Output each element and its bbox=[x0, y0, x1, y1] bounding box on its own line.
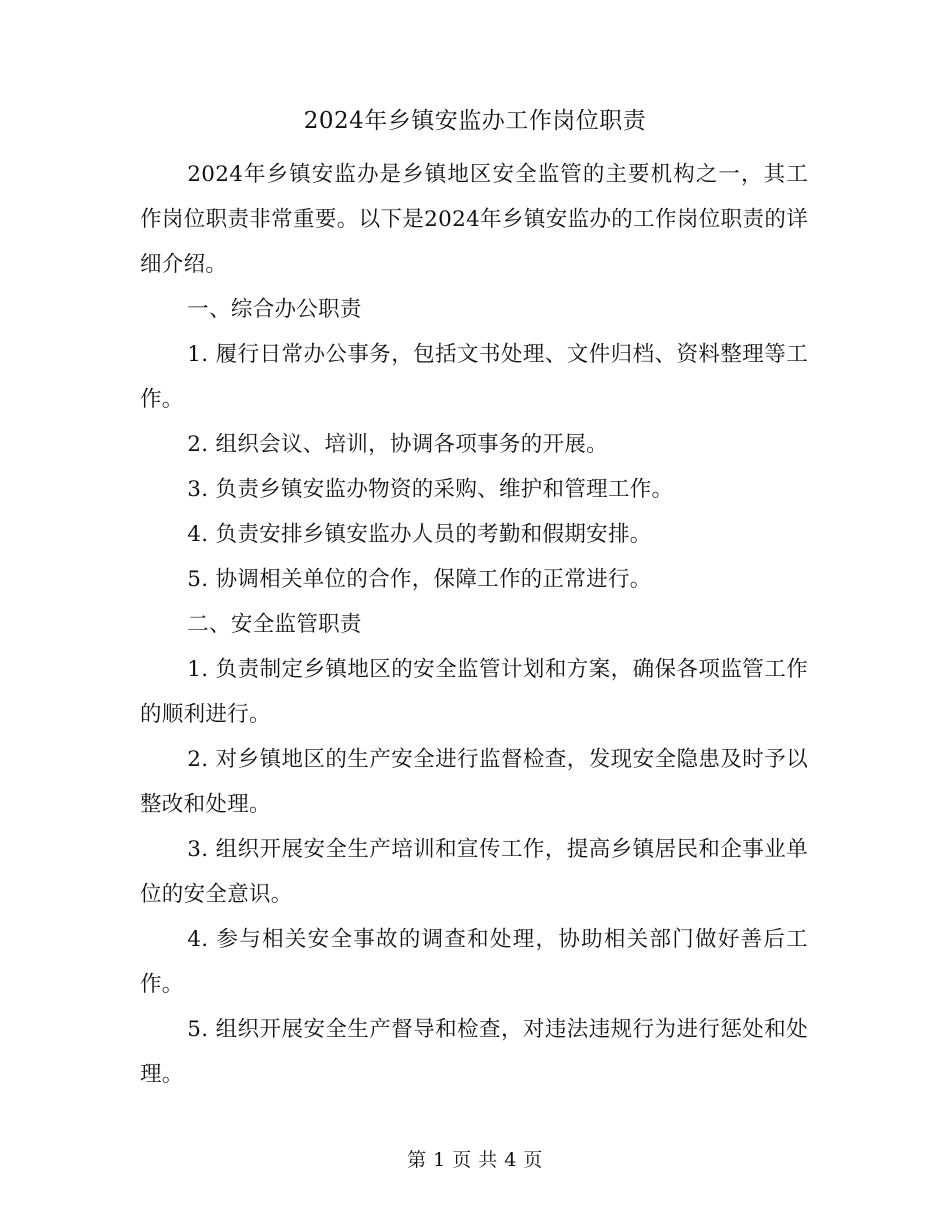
section-heading-safety-supervision: 二、安全监管职责 bbox=[187, 612, 362, 637]
list-item: 1. 履行日常办公事务，包括文书处理、文件归档、资料整理等工作。 bbox=[140, 342, 808, 412]
document-body bbox=[140, 152, 808, 1097]
list-item: 1. 负责制定乡镇地区的安全监管计划和方案，确保各项监管工作的顺利进行。 bbox=[140, 657, 808, 727]
list-item: 4. 负责安排乡镇安监办人员的考勤和假期安排。 bbox=[187, 522, 652, 547]
list-item: 5. 协调相关单位的合作，保障工作的正常进行。 bbox=[187, 567, 652, 592]
intro-paragraph: 2024年乡镇安监办是乡镇地区安全监管的主要机构之一，其工作岗位职责非常重要。以下是2024年乡镇安监办的工作岗位职责的详细介绍。 bbox=[140, 162, 808, 277]
list-item: 4. 参与相关安全事故的调查和处理，协助相关部门做好善后工作。 bbox=[140, 927, 808, 997]
list-item: 3. 组织开展安全生产培训和宣传工作，提高乡镇居民和企事业单位的安全意识。 bbox=[140, 837, 808, 907]
list-item: 2. 对乡镇地区的生产安全进行监督检查，发现安全隐患及时予以整改和处理。 bbox=[140, 747, 808, 817]
document-title: 2024年乡镇安监办工作岗位职责 bbox=[303, 108, 647, 134]
list-item: 5. 组织开展安全生产督导和检查，对违法违规行为进行惩处和处理。 bbox=[140, 1017, 808, 1087]
section-heading-general-office: 一、综合办公职责 bbox=[187, 297, 362, 322]
list-item: 3. 负责乡镇安监办物资的采购、维护和管理工作。 bbox=[187, 477, 674, 502]
list-item: 2. 组织会议、培训，协调各项事务的开展。 bbox=[187, 432, 608, 457]
page-footer: 第 1 页 共 4 页 bbox=[407, 1149, 543, 1171]
